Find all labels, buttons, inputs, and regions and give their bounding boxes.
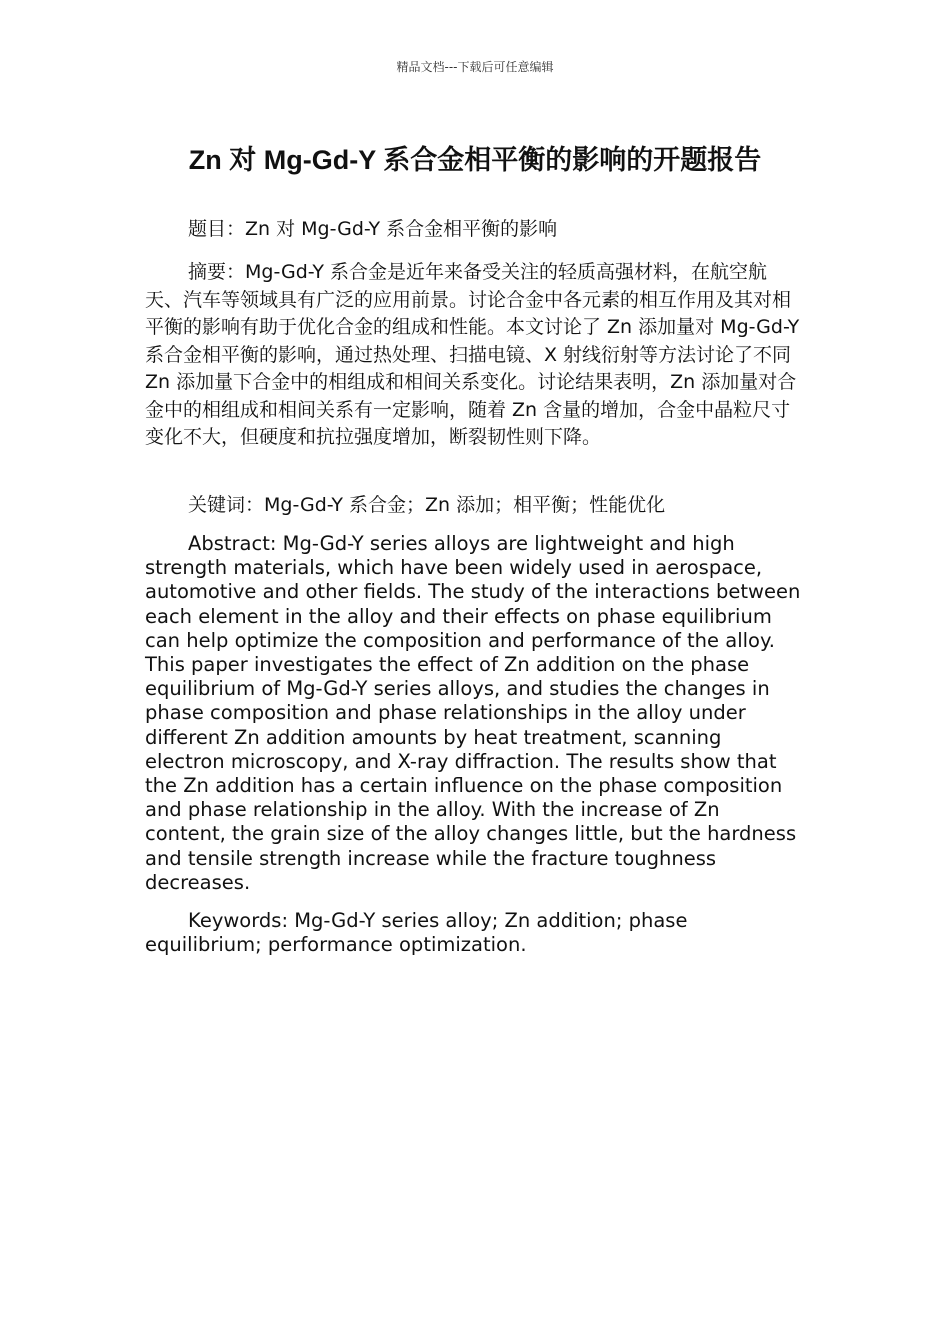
topic-text: 题目：Zn 对 Mg-Gd-Y 系合金相平衡的影响 [188, 218, 558, 240]
abstract-en-text: Abstract: Mg-Gd-Y series alloys are lightweight and high strength materials, which have been widely used in aerospace, automotive and other fields. The study of the interactions between each element in the alloy and their effects on phase equilibrium can help optimize the composition and performance of the alloy. This paper investigates the effect of Zn addition on the phase equilibrium of Mg-Gd-Y series alloys, and studies the changes in phase composition and phase relationships in the alloy under different Zn addition amounts by heat treatment, scanning electron microscopy, and X-ray diffraction. The results show that the Zn addition has a certain influence on the phase composition and phase relationship in the alloy. With the increase of Zn content, the grain size of the alloy changes little, but the hardness and tensile strength increase while the fracture toughness decreases. [145, 532, 801, 894]
header-note: 精品文档---下载后可任意编辑 [396, 60, 554, 74]
abstract-en-paragraph [145, 532, 803, 895]
keywords-en-text: Keywords: Mg-Gd-Y series alloy; Zn addition; phase equilibrium; performance optimization. [145, 909, 688, 957]
keywords-en-paragraph [145, 909, 803, 957]
document-title: Zn 对 Mg-Gd-Y 系合金相平衡的影响的开题报告 [188, 145, 762, 175]
abstract-zh-text: 摘要：Mg-Gd-Y 系合金是近年来备受关注的轻质高强材料，在航空航天、汽车等领域具有广泛的应用前景。讨论合金中各元素的相互作用及其对相平衡的影响有助于优化合金的组成和性能。本文讨论了 Zn 添加量对 Mg-Gd-Y 系合金相平衡的影响，通过热处理、扫描电镜、X 射线衍射等方法讨论了不同 Zn 添加量下合金中的相组成和相间关系变化。讨论结果表明，Zn 添加量对合金中的相组成和相间关系有一定影响，随着 Zn 含量的增加，合金中晶粒尺寸变化不大，但硬度和抗拉强度增加，断裂韧性则下降。 [145, 261, 800, 448]
topic-paragraph [145, 216, 803, 244]
abstract-zh-paragraph [145, 259, 803, 452]
keywords-zh-paragraph [145, 492, 803, 520]
keywords-zh-text: 关键词：Mg-Gd-Y 系合金；Zn 添加；相平衡；性能优化 [188, 494, 666, 516]
